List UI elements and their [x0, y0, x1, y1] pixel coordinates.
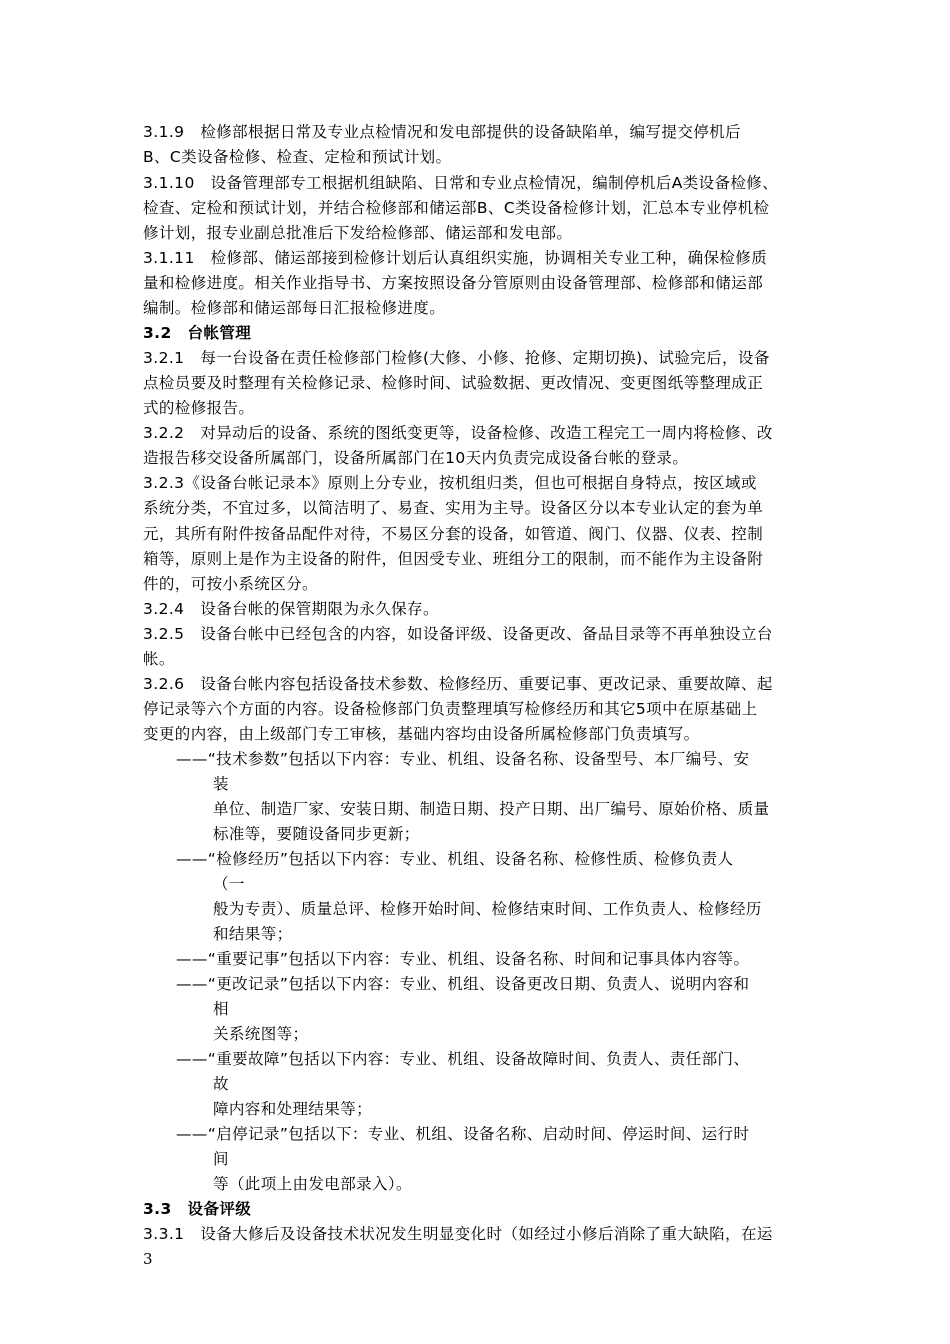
text-line: 箱等，原则上是作为主设备的附件，但因受专业、班组分工的限制，而不能作为主设备附 [143, 550, 764, 568]
text-line: 3.3.1 设备大修后及设备技术状况发生明显变化时（如经过小修后消除了重大缺陷，在运 [143, 1225, 773, 1243]
text-line: B、C类设备检修、检查、定检和预试计划。 [143, 148, 452, 166]
text-line: 和结果等； [213, 925, 293, 943]
text-line: 修计划，报专业副总批准后下发给检修部、储运部和发电部。 [143, 224, 573, 242]
text-line: 3.1.10 设备管理部专工根据机组缺陷、日常和专业点检情况，编制停机后A类设备检修、 [143, 174, 779, 192]
text-line: 式的检修报告。 [143, 399, 255, 417]
text-line: 帐。 [143, 650, 175, 668]
page-number: 3 [143, 1250, 153, 1268]
section-heading: 3.2 台帐管理 [143, 324, 252, 342]
text-line: 3.2.1 每一台设备在责任检修部门检修(大修、小修、抢修、定期切换)、试验完后，设备 [143, 349, 770, 367]
text-line: 3.2.2 对异动后的设备、系统的图纸变更等，设备检修、改造工程完工一周内将检修、改 [143, 424, 773, 442]
list-item: ——“重要记事”包括以下内容：专业、机组、设备名称、时间和记事具体内容等。 [176, 950, 750, 968]
text-line: 停记录等六个方面的内容。设备检修部门负责整理填写检修经历和其它5项中在原基础上 [143, 700, 758, 718]
list-item: ——“检修经历”包括以下内容：专业、机组、设备名称、检修性质、检修负责人 [176, 850, 734, 868]
text-line: 系统分类，不宜过多，以简洁明了、易查、实用为主导。设备区分以本专业认定的套为单 [143, 499, 764, 517]
text-line: 编制。检修部和储运部每日汇报检修进度。 [143, 299, 446, 317]
text-line: 相 [213, 1000, 229, 1018]
section-heading: 3.3 设备评级 [143, 1200, 252, 1218]
text-line: 变更的内容，由上级部门专工审核，基础内容均由设备所属检修部门负责填写。 [143, 725, 700, 743]
text-line: 3.1.9 检修部根据日常及专业点检情况和发电部提供的设备缺陷单，编写提交停机后 [143, 123, 741, 141]
list-item: ——“更改记录”包括以下内容：专业、机组、设备更改日期、负责人、说明内容和 [176, 975, 750, 993]
text-line: 障内容和处理结果等； [213, 1100, 373, 1118]
text-line: 量和检修进度。相关作业指导书、方案按照设备分管原则由设备管理部、检修部和储运部 [143, 274, 764, 292]
text-line: 3.2.5 设备台帐中已经包含的内容，如设备评级、设备更改、备品目录等不再单独设立台 [143, 625, 773, 643]
text-line: 3.2.4 设备台帐的保管期限为永久保存。 [143, 600, 439, 618]
text-line: 故 [213, 1075, 229, 1093]
text-line: 标准等，要随设备同步更新； [213, 825, 420, 843]
text-line: 装 [213, 775, 229, 793]
text-line: 3.2.6 设备台帐内容包括设备技术参数、检修经历、重要记事、更改记录、重要故障、起 [143, 675, 773, 693]
text-line: 件的，可按小系统区分。 [143, 575, 318, 593]
text-line: 单位、制造厂家、安装日期、制造日期、投产日期、出厂编号、原始价格、质量 [213, 800, 770, 818]
list-item: ——“重要故障”包括以下内容：专业、机组、设备故障时间、负责人、责任部门、 [176, 1050, 750, 1068]
list-item: ——“技术参数”包括以下内容：专业、机组、设备名称、设备型号、本厂编号、安 [176, 750, 750, 768]
text-line: 元，其所有附件按备品配件对待，不易区分套的设备，如管道、阀门、仪器、仪表、控制 [143, 525, 764, 543]
text-line: 造报告移交设备所属部门，设备所属部门在10天内负责完成设备台帐的登录。 [143, 449, 689, 467]
text-line: 3.1.11 检修部、储运部接到检修计划后认真组织实施，协调相关专业工种，确保检修质 [143, 249, 768, 267]
text-line: 般为专责）、质量总评、检修开始时间、检修结束时间、工作负责人、检修经历 [213, 900, 762, 918]
list-item: ——“启停记录”包括以下：专业、机组、设备名称、启动时间、停运时间、运行时 [176, 1125, 750, 1143]
text-line: 3.2.3《设备台帐记录本》原则上分专业，按机组归类，但也可根据自身特点，按区域或 [143, 474, 757, 492]
text-line: 间 [213, 1150, 229, 1168]
text-line: 等（此项上由发电部录入）。 [213, 1175, 412, 1193]
text-line: 关系统图等； [213, 1025, 309, 1043]
text-line: 检查、定检和预试计划，并结合检修部和储运部B、C类设备检修计划，汇总本专业停机检 [143, 199, 770, 217]
text-line: 点检员要及时整理有关检修记录、检修时间、试验数据、更改情况、变更图纸等整理成正 [143, 374, 764, 392]
text-line: （一 [213, 875, 245, 893]
